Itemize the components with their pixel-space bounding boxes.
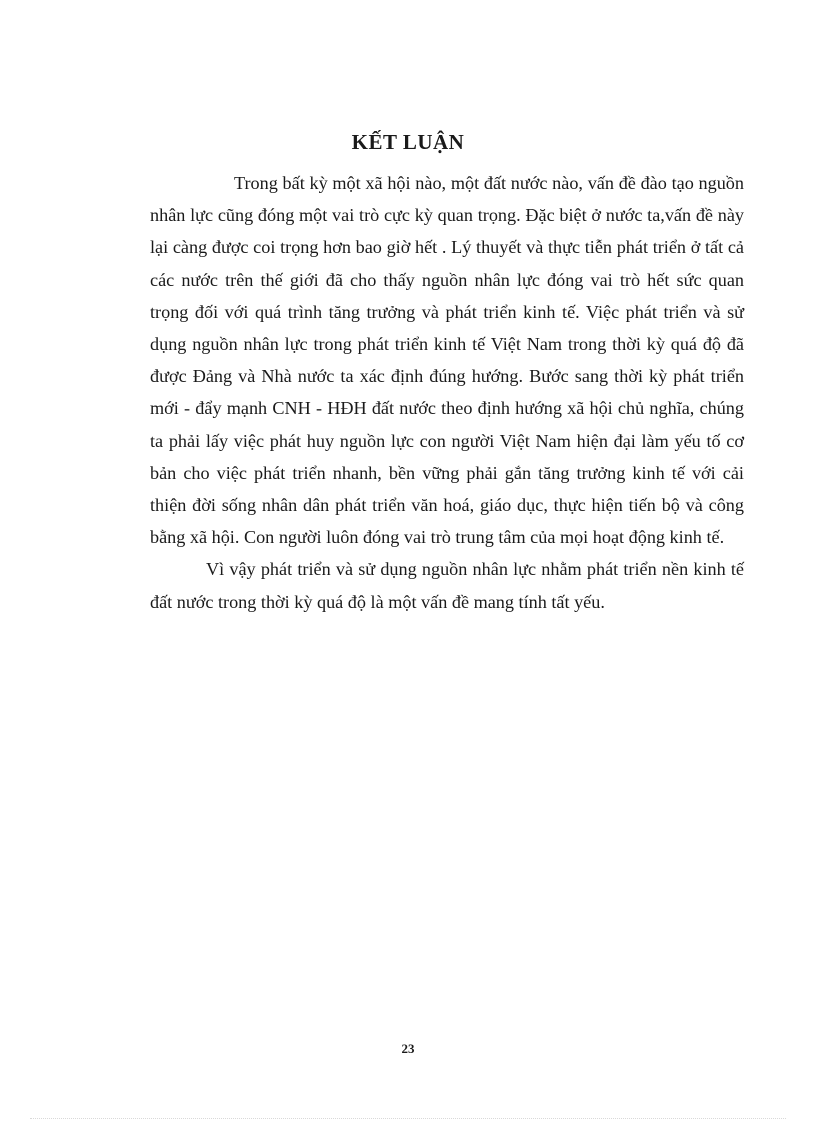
page-number: 23 (401, 1041, 415, 1056)
paragraph-1: Trong bất kỳ một xã hội nào, một đất nước nào, vấn đề đào tạo nguồn nhân lực cũng đóng một vai trò cực kỳ quan trọng. Đặc biệt ở nước ta,vấn đề này lại càng được coi trọng hơn bao giờ hết . Lý thuyết và thực tiễn phát triển ở tất cả các nước trên thế giới đã cho thấy nguồn nhân lực đóng vai trò hết sức quan trọng đối với quá trình tăng trưởng và phát triển kinh tế. Việc phát triển và sử dụng nguồn nhân lực trong phát triển kinh tế Việt Nam trong thời kỳ quá độ đã được Đảng và Nhà nước ta xác định đúng hướng. Bước sang thời kỳ phát triển mới - đẩy mạnh CNH - HĐH đất nước theo định hướng xã hội chủ nghĩa, chúng ta phải lấy việc phát huy nguồn lực con người Việt Nam hiện đại làm yếu tố cơ bản cho việc phát triển nhanh, bền vững phải gắn tăng trưởng kinh tế với cải thiện đời sống nhân dân phát triển văn hoá, giáo dục, thực hiện tiến bộ và công bằng xã hội. Con người luôn đóng vai trò trung tâm của mọi hoạt động kinh tế. (150, 173, 744, 548)
page-bottom-divider (30, 1118, 786, 1119)
page-title: KẾT LUẬN (351, 130, 465, 154)
paragraph-2: Vì vậy phát triển và sử dụng nguồn nhân lực nhằm phát triển nền kinh tế đất nước trong thời kỳ quá độ là một vấn đề mang tính tất yếu. (150, 559, 744, 612)
body-text (150, 167, 744, 618)
